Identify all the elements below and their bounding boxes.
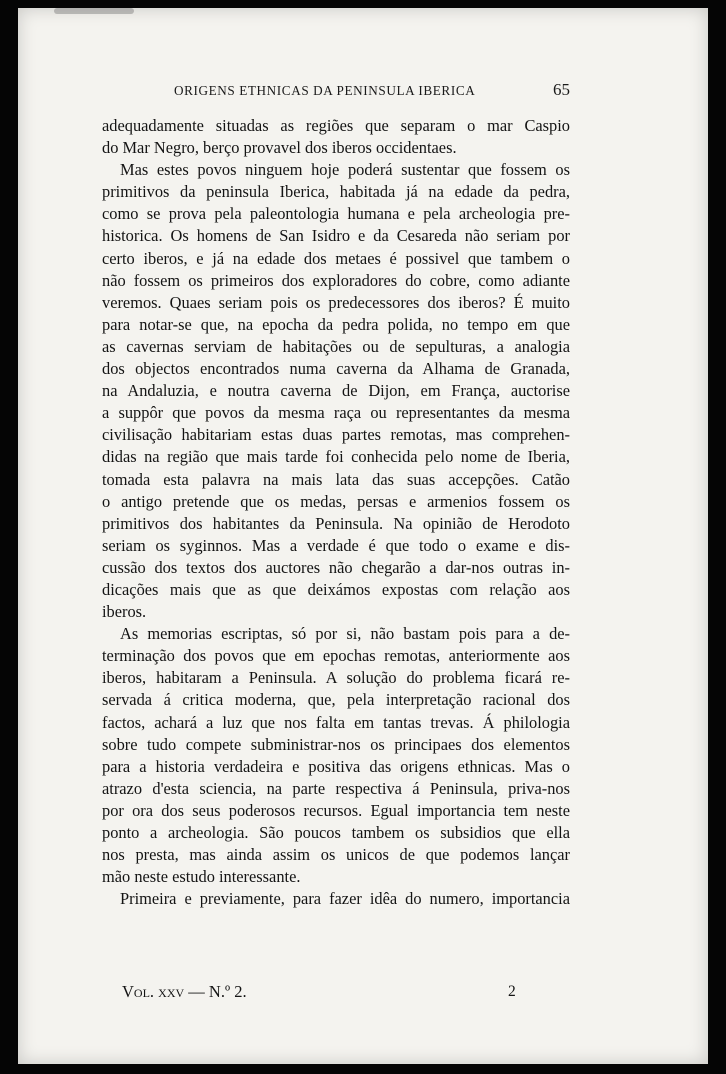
text-line: as cavernas serviam de habitações ou de sepulturas, a analogia: [102, 336, 570, 356]
text-line: iberos.: [102, 602, 147, 622]
text-line: dos objectos encontrados numa caverna da Alhama de Granada,: [102, 359, 570, 379]
text-line: primitivos dos habitantes da Peninsula. Na opinião de Herodoto: [102, 513, 570, 533]
text-line: do Mar Negro, berço provavel dos iberos occidentaes.: [102, 138, 457, 158]
text-line: Mas estes povos ninguem hoje poderá sustentar que fossem os: [120, 160, 570, 180]
text-line: civilisação habitariam estas duas partes remotas, mas comprehen-: [102, 425, 570, 445]
volume-signature: Vol. xxv — N.º 2.: [122, 982, 247, 1001]
text-line: ponto a archeologia. São poucos tambem os subsidios que ella: [102, 823, 570, 842]
book-page: [18, 8, 708, 1064]
text-line: dicações mais que as que deixámos expostas com relação aos: [102, 579, 570, 599]
text-line: tomada esta palavra na mais lata das suas accepções. Catão: [102, 469, 570, 489]
gathering-number: 2: [508, 983, 516, 1000]
text-line: por ora dos seus poderosos recursos. Egual importancia tem neste: [102, 800, 570, 820]
text-line: sobre tudo compete subministrar-nos os principaes dos elementos: [102, 734, 570, 754]
text-line: factos, achará a luz que nos falta em tantas trevas. Á philologia: [102, 712, 570, 732]
text-line: servada á critica moderna, que, pela interpretação racional dos: [102, 690, 570, 710]
text-line: adequadamente situadas as regiões que separam o mar Caspio: [102, 116, 570, 135]
text-line: terminação dos povos que em epochas remotas, anteriormente aos: [102, 646, 570, 666]
text-line: nos presta, mas ainda assim os unicos de que podemos lançar: [102, 845, 570, 865]
text-line: para notar-se que, na epocha da pedra polida, no tempo em que: [102, 314, 570, 334]
text-line: como se prova pela paleontologia humana e pela archeologia pre-: [102, 204, 570, 224]
text-line: Primeira e previamente, para fazer idêa do numero, importancia: [120, 889, 570, 909]
text-line: na Andaluzia, e noutra caverna de Dijon, em França, auctorise: [102, 381, 570, 401]
text-line: seriam os syginnos. Mas a verdade é que todo o exame e dis-: [102, 535, 570, 555]
text-line: primitivos da peninsula Iberica, habitada já na edade da pedra,: [102, 182, 570, 202]
text-line: historica. Os homens de San Isidro e da Cesareda não seriam por: [102, 226, 570, 246]
body-text: [102, 115, 570, 910]
text-line: certo iberos, e já na edade dos metaes é possivel que tambem o: [102, 248, 570, 268]
text-line: a suppôr que povos da mesma raça ou representantes da mesma: [102, 403, 570, 423]
page-header: [102, 80, 570, 102]
text-line: didas na região que mais tarde foi conhecida pelo nome de Iberia,: [102, 447, 570, 467]
text-line: o antigo pretende que os medas, persas e armenios fossem os: [102, 491, 570, 511]
text-line: iberos, habitaram a Peninsula. A solução do problema ficará re-: [102, 668, 570, 688]
text-line: para a historia verdadeira e positiva das origens ethnicas. Mas o: [102, 756, 570, 776]
page-footer: [102, 982, 570, 1006]
running-title: ORIGENS ETHNICAS DA PENINSULA IBERICA: [174, 83, 476, 98]
page-number: 65: [553, 80, 570, 99]
text-line: atrazo d'esta sciencia, na parte respectiva á Peninsula, priva-nos: [102, 778, 570, 798]
text-line: mão neste estudo interessante.: [102, 867, 301, 887]
text-line: cussão dos textos dos auctores não chegarão a dar-nos outras in-: [102, 557, 570, 577]
text-line: não fossem os primeiros dos exploradores do cobre, como adiante: [102, 270, 570, 290]
text-line: As memorias escriptas, só por si, não bastam pois para a de-: [120, 624, 570, 644]
text-line: veremos. Quaes seriam pois os predecessores dos iberos? É muito: [102, 292, 570, 312]
top-edge-smudge: [54, 8, 134, 14]
